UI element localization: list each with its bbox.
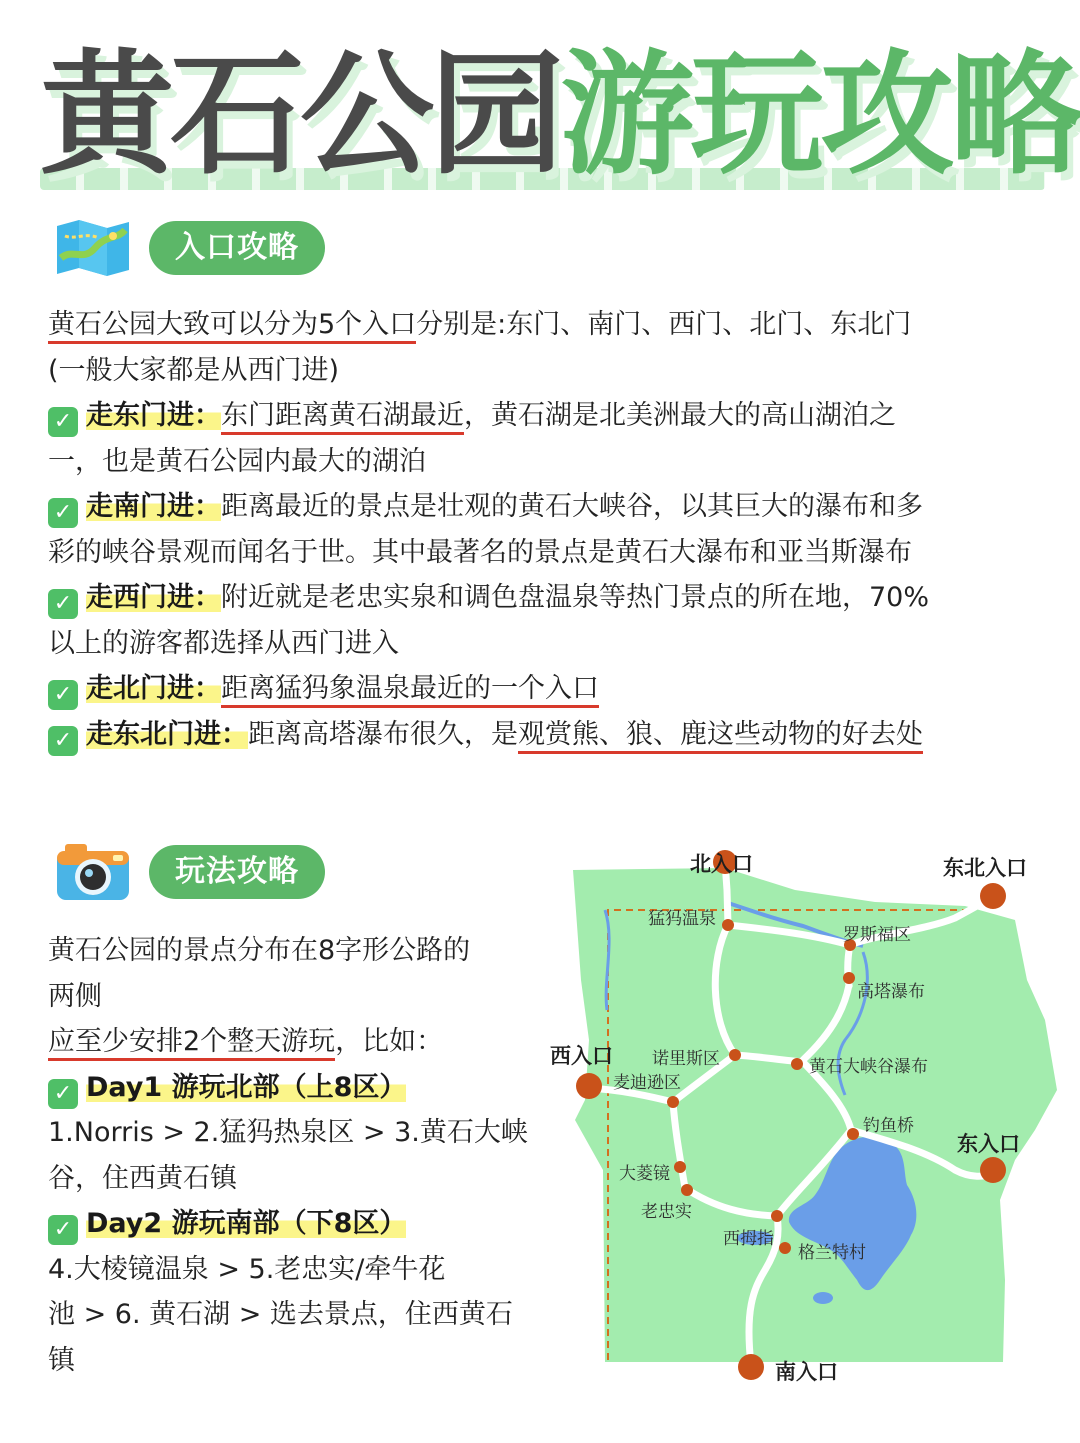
gate-item-south — [48, 484, 929, 530]
gate-text-line2: 彩的峡谷景观而闻名于世。其中最著名的景点是黄石大瀑布和亚当斯瀑布 — [48, 536, 912, 568]
spot-label: 老忠实 — [641, 1202, 692, 1222]
gate-label: 走西门进： — [86, 582, 221, 613]
day2-line2: 池 > 6. 黄石湖 > 选去景点，住西黄石 — [48, 1299, 513, 1330]
gate-text: ，黄石湖是北美洲最大的高山湖泊之 — [464, 400, 896, 431]
gate-label: 走东北门进： — [86, 718, 248, 750]
gate-item-east — [48, 393, 929, 439]
gate-underlined: 东门距离黄石湖最近 — [221, 400, 464, 435]
pond — [813, 1292, 833, 1304]
play-guide-text — [48, 928, 528, 1383]
plan-rest: ，比如： — [335, 1026, 444, 1057]
spot-label: 黄石大峡谷瀑布 — [809, 1057, 928, 1077]
check-icon: ✓ — [48, 680, 78, 710]
gate-label-north: 北入口 — [690, 851, 753, 876]
entrance-guide-text — [48, 302, 929, 757]
gate-item-northeast — [48, 712, 929, 758]
gate-item-west — [48, 575, 929, 621]
day1-label: Day1 游玩北部（上8区） — [86, 1071, 407, 1103]
gate-marker-east — [980, 1157, 1006, 1183]
check-icon: ✓ — [48, 1079, 78, 1109]
page-title — [40, 30, 1080, 200]
day2-item — [48, 1201, 528, 1247]
spot-label: 高塔瀑布 — [857, 982, 925, 1002]
intro-underlined: 黄石公园大致可以分为5个入口 — [48, 309, 416, 344]
check-icon: ✓ — [48, 589, 78, 619]
gate-text-line2: 以上的游客都选择从西门进入 — [48, 627, 399, 659]
play-intro-line1: 黄石公园的景点分布在8字形公路的 — [48, 935, 471, 966]
play-intro-line2: 两侧 — [48, 980, 102, 1012]
title-part-2: 游玩攻略 — [560, 37, 1080, 193]
spot-label: 诺里斯区 — [652, 1049, 720, 1069]
section-entrance-pill: 入口攻略 — [149, 221, 325, 275]
plan-underlined: 应至少安排2个整天游玩 — [48, 1026, 335, 1061]
camera-icon — [55, 842, 131, 902]
gate-label: 走东门进： — [86, 400, 221, 431]
section-play-header — [55, 842, 325, 902]
day2-line3: 镇 — [48, 1344, 75, 1376]
gate-marker-northeast — [980, 883, 1006, 909]
gate-label-west: 西入口 — [550, 1043, 613, 1068]
gate-label: 走北门进： — [86, 673, 221, 704]
gate-label: 走南门进： — [86, 491, 221, 522]
spot-label: 钓鱼桥 — [863, 1116, 914, 1136]
spot-label: 麦迪逊区 — [613, 1073, 681, 1093]
check-icon: ✓ — [48, 407, 78, 437]
check-icon: ✓ — [48, 1215, 78, 1245]
section-entrance-header — [55, 218, 325, 278]
gate-marker-west — [576, 1073, 602, 1099]
gate-text: 附近就是老忠实泉和调色盘温泉等热门景点的所在地，70% — [221, 582, 930, 613]
gate-text: 距离高塔瀑布很久，是 — [248, 718, 518, 750]
title-part-1: 黄石公园 — [40, 37, 561, 193]
gate-label-northeast: 东北入口 — [943, 855, 1027, 880]
gate-underlined: 距离猛犸象温泉最近的一个入口 — [221, 673, 599, 708]
gate-text: 距离最近的景点是壮观的黄石大峡谷，以其巨大的瀑布和多 — [221, 491, 923, 522]
gate-label-east: 东入口 — [957, 1131, 1020, 1156]
check-icon: ✓ — [48, 726, 78, 756]
day2-label: Day2 游玩南部（下8区） — [86, 1208, 407, 1239]
intro-rest: 分别是:东门、南门、西门、北门、东北门 — [416, 309, 912, 340]
park-map — [545, 840, 1075, 1400]
day2-line1: 4.大棱镜温泉 > 5.老忠实/牵牛花 — [48, 1253, 446, 1285]
park-land — [573, 868, 1057, 1362]
gate-text-line2: 一，也是黄石公园内最大的湖泊 — [48, 445, 426, 477]
spot-label: 西拇指 — [723, 1229, 774, 1249]
spot-label: 格兰特村 — [798, 1243, 866, 1263]
gate-marker-south — [738, 1354, 764, 1380]
map-icon — [55, 218, 131, 278]
gate-underlined: 观赏熊、狼、鹿这些动物的好去处 — [518, 719, 923, 754]
gate-label-south: 南入口 — [775, 1359, 838, 1384]
park-map-graphic — [545, 840, 1075, 1400]
check-icon: ✓ — [48, 498, 78, 528]
day1-item — [48, 1065, 528, 1111]
intro-line2: (一般大家都是从西门进) — [48, 354, 340, 386]
spot-label: 罗斯福区 — [843, 925, 911, 945]
day1-line1: 1.Norris > 2.猛犸热泉区 > 3.黄石大峡 — [48, 1117, 528, 1148]
section-play-pill: 玩法攻略 — [149, 845, 325, 899]
gate-item-north — [48, 666, 929, 712]
spot-label: 猛犸温泉 — [648, 909, 716, 929]
day1-line2: 谷，住西黄石镇 — [48, 1162, 237, 1194]
spot-label: 大菱镜 — [619, 1164, 670, 1184]
